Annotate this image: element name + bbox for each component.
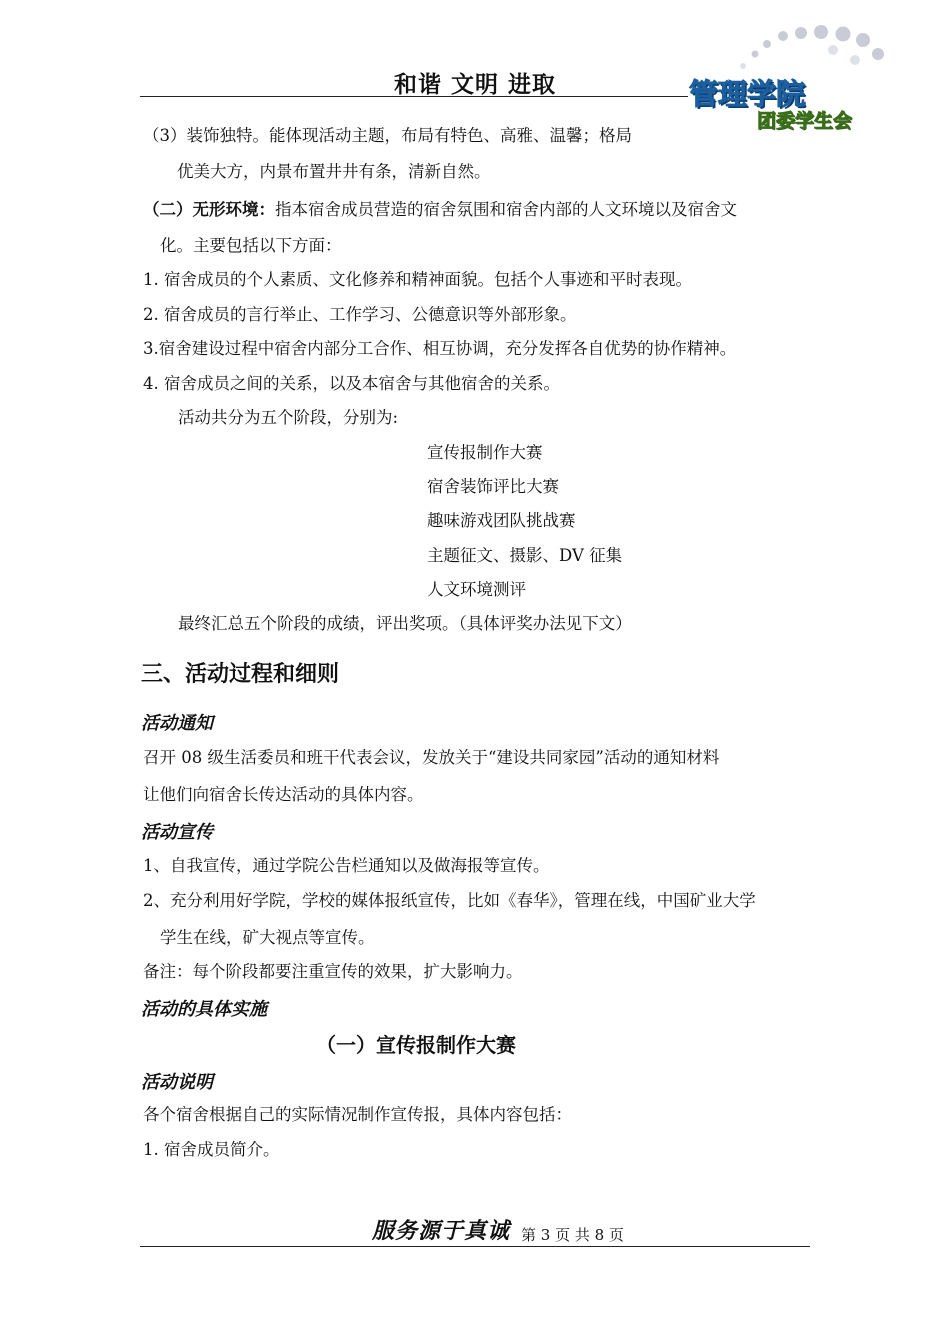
stages-intro: 活动共分为五个阶段，分别为: (178, 408, 399, 427)
notice-heading: 活动通知 (141, 713, 213, 734)
intangible-env-text: 指本宿舍成员营造的宿舍氛围和宿舍内部的人文环境以及宿舍文 (275, 200, 737, 219)
section-heading: 三、活动过程和细则 (141, 661, 340, 687)
footer-rule (140, 1246, 810, 1247)
list-item: 1. 宿舍成员的个人素质、文化修养和精神面貌。包括个人事迹和平时表现。 (143, 270, 692, 289)
promo-item: 2、充分利用好学院，学校的媒体报纸宣传，比如《春华》，管理在线，中国矿业大学 (143, 891, 756, 910)
promo-note: 备注：每个阶段都要注重宣传的效果，扩大影响力。 (143, 962, 523, 981)
implementation-heading: 活动的具体实施 (141, 999, 267, 1020)
notice-text: 召开 08 级生活委员和班干代表会议，发放关于“建设共同家园”活动的通知材料 (143, 748, 720, 767)
stage-item: 宿舍装饰评比大赛 (427, 477, 559, 496)
logo-main-text: 管理学院 (689, 77, 806, 111)
stage-item: 宣传报制作大赛 (427, 443, 543, 462)
list-item: 3.宿舍建设过程中宿舍内部分工合作、相互协调，充分发挥各自优势的协作精神。 (143, 339, 737, 358)
description-text: 各个宿舍根据自己的实际情况制作宣传报，具体内容包括： (143, 1105, 572, 1124)
page-number: 第 3 页 共 8 页 (521, 1226, 624, 1244)
footer-slogan: 服务源于真诚 (372, 1218, 511, 1244)
description-item: 1. 宿舍成员简介。 (143, 1140, 280, 1159)
paragraph-decoration-cont: 优美大方，内景布置井井有条，清新自然。 (177, 162, 491, 181)
header-title: 和谐 文明 进取 (393, 71, 556, 98)
list-item: 2. 宿舍成员的言行举止、工作学习、公德意识等外部形象。 (143, 305, 577, 324)
paragraph-decoration: （3）装饰独特。能体现活动主题，布局有特色、高雅、温馨；格局 (143, 126, 632, 145)
stage-item: 趣味游戏团队挑战赛 (427, 511, 576, 530)
logo-sub-text: 团委学生会 (757, 110, 853, 132)
intangible-env-line (143, 199, 737, 221)
promo-item: 1、自我宣传，通过学院公告栏通知以及做海报等宣传。 (143, 856, 550, 875)
summary-text: 最终汇总五个阶段的成绩，评出奖项。（具体评奖办法见下文） (178, 614, 632, 633)
list-item: 4. 宿舍成员之间的关系，以及本宿舍与其他宿舍的关系。 (143, 374, 560, 393)
promo-heading: 活动宣传 (141, 822, 213, 843)
stage-item: 人文环境测评 (427, 580, 526, 599)
header-rule (140, 96, 688, 97)
notice-text-cont: 让他们向宿舍长传达活动的具体内容。 (143, 785, 424, 804)
intangible-env-cont: 化。主要包括以下方面： (160, 236, 342, 255)
subsection-heading: （一）宣传报制作大赛 (316, 1033, 516, 1057)
description-heading: 活动说明 (141, 1072, 213, 1093)
college-logo (683, 24, 888, 136)
intangible-env-label: （二）无形环境： (143, 200, 275, 219)
stage-item: 主题征文、摄影、DV 征集 (427, 546, 623, 565)
promo-item-cont: 学生在线，矿大视点等宣传。 (160, 928, 375, 947)
